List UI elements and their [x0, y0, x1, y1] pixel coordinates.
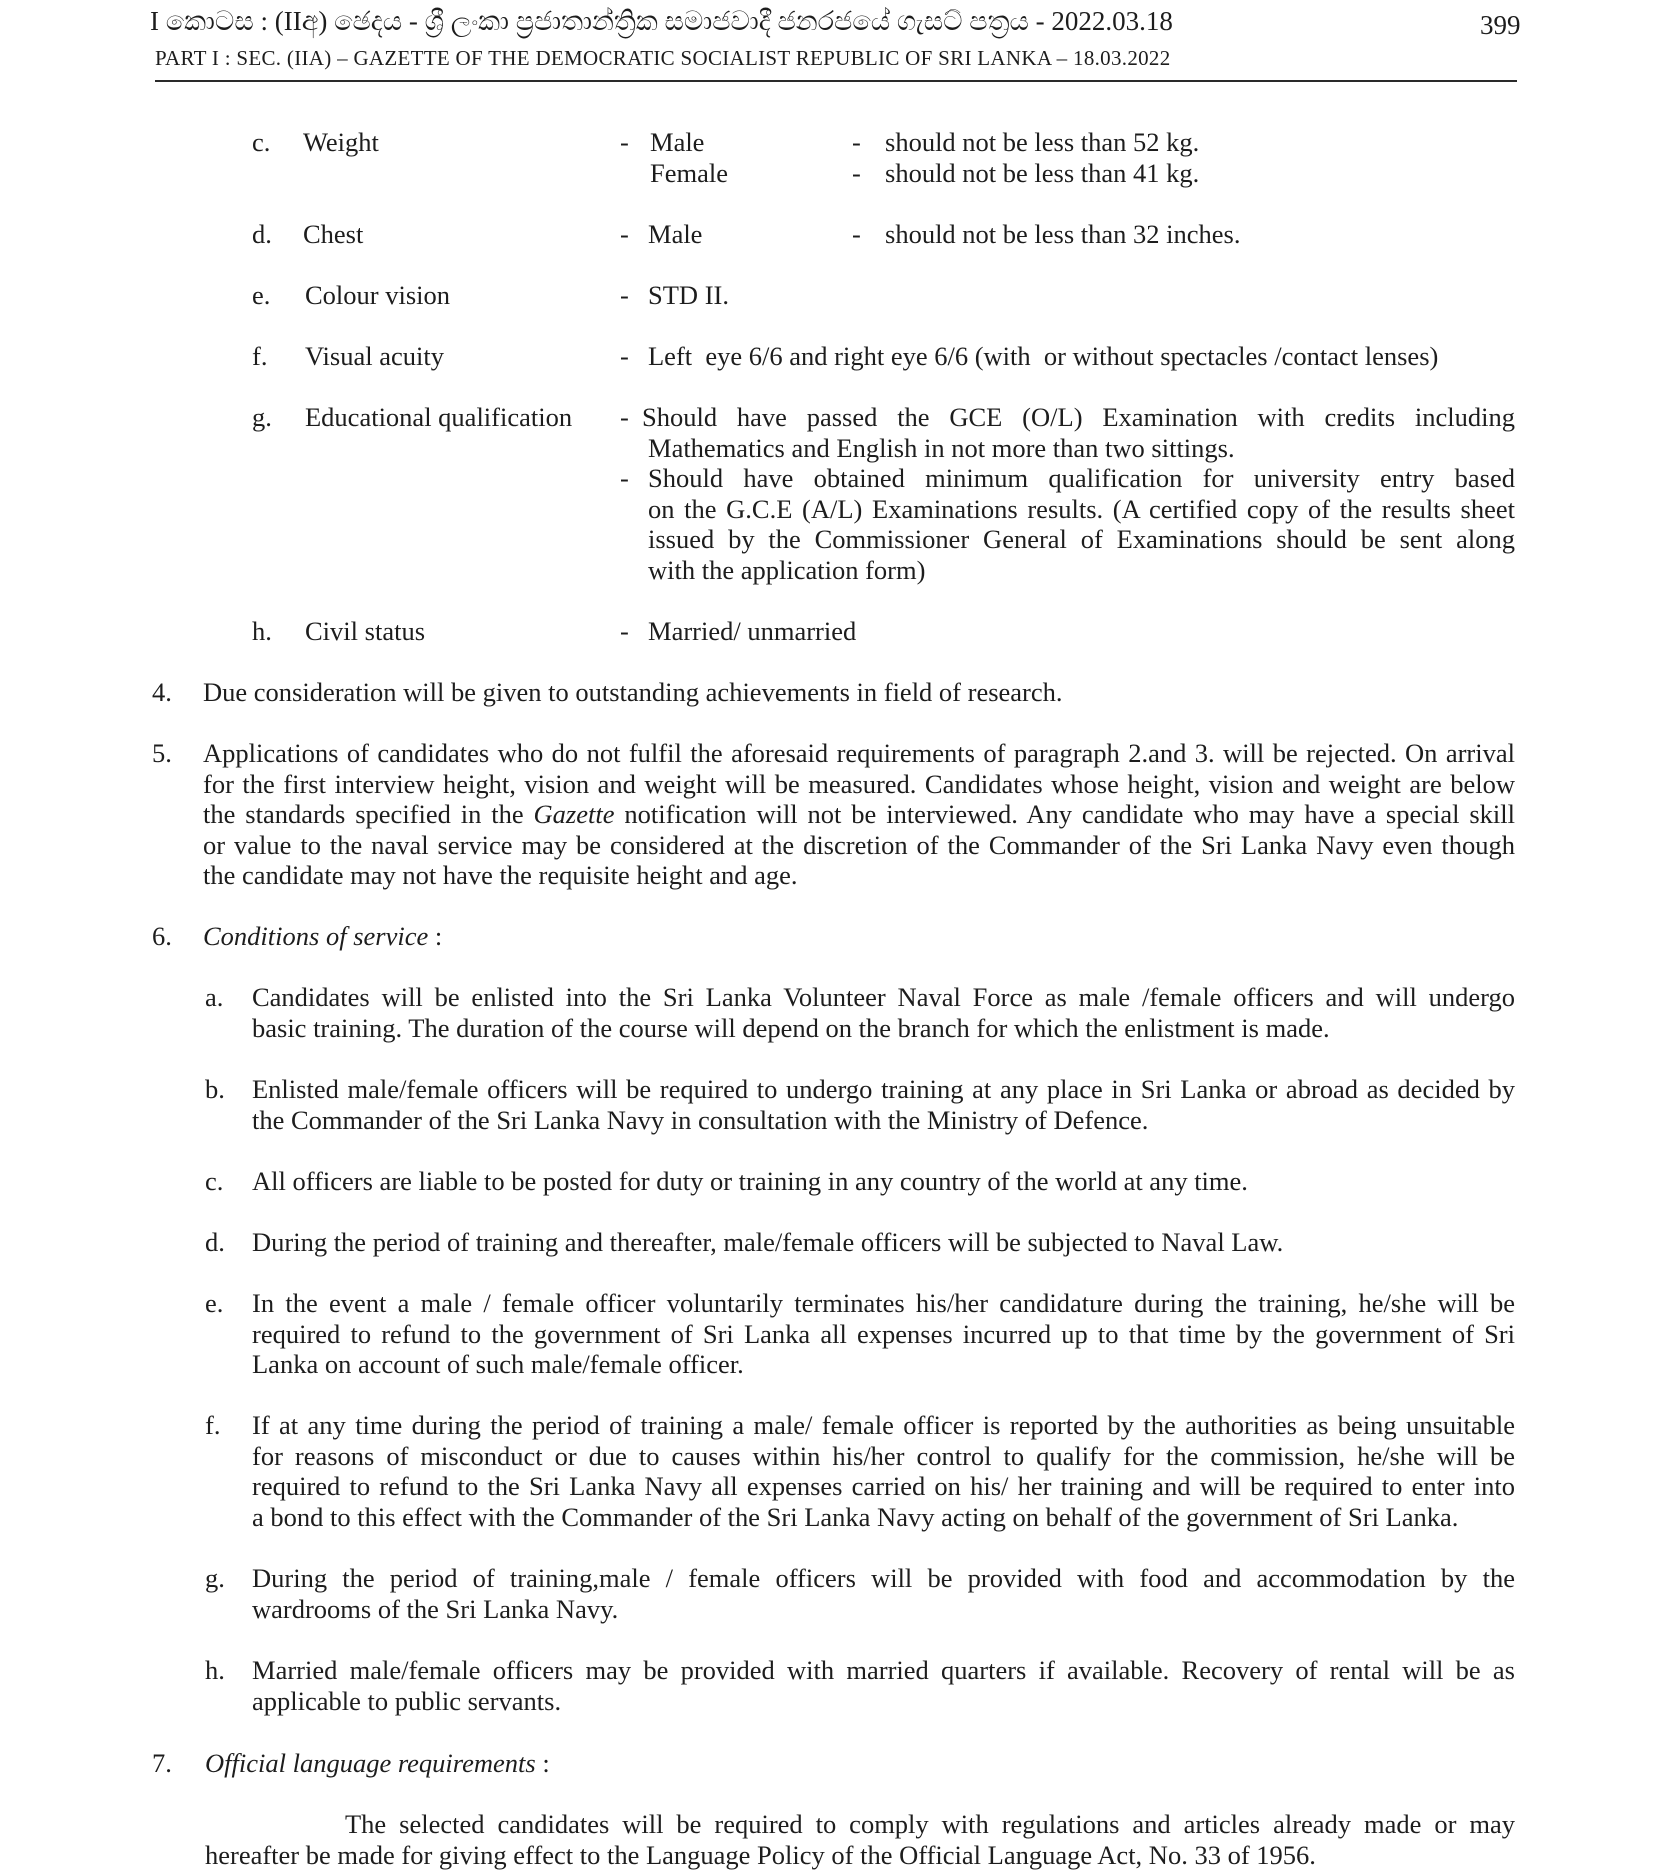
item-label: Visual acuity [305, 341, 444, 371]
item-value: Left eye 6/6 and right eye 6/6 (with or without spectacles /contact lenses) [648, 341, 1439, 371]
item-line: required to refund to the government of Sri Lanka all expenses incurred up to that time by the government of Sri [252, 1319, 1515, 1349]
dash: - [620, 219, 629, 249]
male-label: Male [650, 127, 705, 157]
paragraph-number: 4. [152, 677, 172, 707]
colon: : [535, 1748, 550, 1778]
item-label: Chest [303, 219, 364, 249]
dash: - [852, 127, 861, 157]
item-line: a bond to this effect with the Commander of the Sri Lanka Navy acting on behalf of the government of Sri Lanka. [252, 1502, 1459, 1532]
item-line: Candidates will be enlisted into the Sri Lanka Volunteer Naval Force as male /female officers and will undergo [252, 982, 1515, 1012]
item-line: All officers are liable to be posted for duty or training in any country of the world at any time. [252, 1166, 1248, 1196]
page-number: 399 [1480, 10, 1521, 40]
qualification-line: Should have passed the GCE (O/L) Examination with credits including [642, 402, 1515, 432]
item-line: required to refund to the Sri Lanka Navy all expenses carried on his/ her training and will be required to enter into [252, 1471, 1515, 1501]
item-value: STD II. [648, 280, 729, 310]
paragraph-line: Applications of candidates who do not fulfil the aforesaid requirements of paragraph 2.and 3. will be rejected. On arrival [203, 738, 1515, 768]
item-letter: c. [205, 1166, 224, 1196]
dash: - [620, 402, 629, 432]
item-line: applicable to public servants. [252, 1686, 562, 1716]
qualification-line: on the G.C.E (A/L) Examinations results. (A certified copy of the results sheet [648, 494, 1515, 524]
qualification-line: Mathematics and English in not more than two sittings. [648, 433, 1235, 463]
dash: - [620, 280, 629, 310]
paragraph-line: for the first interview height, vision and weight will be measured. Candidates whose height, vision and weight are below [203, 769, 1515, 799]
item-line: Enlisted male/female officers will be required to undergo training at any place in Sri Lanka or abroad as decided by [252, 1074, 1515, 1104]
colon: : [428, 921, 443, 951]
item-line: If at any time during the period of training a male/ female officer is reported by the authorities as being unsuitable [252, 1410, 1515, 1440]
paragraph-number: 7. [152, 1748, 172, 1778]
dash: - [620, 127, 629, 157]
paragraph-line: or value to the naval service may be considered at the discretion of the Commander of the Sri Lanka Navy even though [203, 830, 1515, 860]
item-letter: f. [252, 341, 268, 371]
dash: - [852, 158, 861, 188]
dash: - [620, 463, 629, 493]
item-line: Lanka on account of such male/female officer. [252, 1349, 744, 1379]
item-label: Civil status [305, 616, 426, 646]
dash: - [852, 219, 861, 249]
item-letter: a. [205, 982, 224, 1012]
item-line: During the period of training and thereafter, male/female officers will be subjected to Naval Law. [252, 1227, 1284, 1257]
male-label: Male [648, 219, 703, 249]
item-letter: h. [205, 1655, 225, 1685]
female-label: Female [650, 158, 728, 188]
section-heading [205, 1748, 550, 1779]
item-line: for reasons of misconduct or due to causes within his/her control to qualify for the commission, he/she will be [252, 1441, 1515, 1471]
item-line: During the period of training,male / female officers will be provided with food and accommodation by the [252, 1563, 1515, 1593]
item-letter: d. [252, 219, 272, 249]
item-line: basic training. The duration of the course will depend on the branch for which the enlistment is made. [252, 1013, 1330, 1043]
item-letter: g. [205, 1563, 225, 1593]
item-letter: e. [252, 280, 271, 310]
item-line: Married male/female officers may be provided with married quarters if available. Recovery of rental will be as [252, 1655, 1515, 1685]
item-label: Educational qualification [305, 402, 573, 432]
line-text: the standards specified in the [203, 799, 524, 829]
item-letter: f. [205, 1410, 221, 1440]
qualification-line: with the application form) [648, 555, 926, 585]
section-title: Official language requirements [205, 1748, 536, 1778]
item-letter: c. [252, 127, 271, 157]
item-letter: e. [205, 1288, 224, 1318]
paragraph-line: hereafter be made for giving effect to the Language Policy of the Official Language Act, No. 33 of 1956. [205, 1840, 1316, 1870]
item-letter: b. [205, 1074, 225, 1104]
header-rule [155, 80, 1517, 82]
qualification-line: issued by the Commissioner General of Examinations should be sent along [648, 524, 1515, 554]
paragraph-line: the candidate may not have the requisite height and age. [203, 860, 798, 890]
paragraph-line [203, 799, 1515, 830]
paragraph-number: 6. [152, 921, 172, 951]
item-line: In the event a male / female officer voluntarily terminates his/her candidature during the training, he/she will be [252, 1288, 1515, 1318]
item-value: Married/ unmarried [648, 616, 857, 646]
female-weight-value: should not be less than 41 kg. [885, 158, 1200, 188]
line-text: notification will not be interviewed. Any candidate who may have a special skill [624, 799, 1515, 829]
item-letter: g. [252, 402, 272, 432]
gazette-italic: Gazette [533, 799, 615, 829]
paragraph-number: 5. [152, 738, 172, 768]
item-label: Weight [303, 127, 379, 157]
qualification-line: Should have obtained minimum qualification for university entry based [648, 463, 1515, 493]
paragraph-text: Due consideration will be given to outstanding achievements in field of research. [203, 677, 1063, 707]
header-title-sinhala: I කොටස : (IIඅ) ඡෙදය - ශ්‍රී ලංකා ප්‍රජාතාන්ත්‍රික සමාජවාදී ජනරජයේ ගැසට් පත්‍රය - 2022.03.18 [150, 6, 1173, 36]
item-line: the Commander of the Sri Lanka Navy in consultation with the Ministry of Defence. [252, 1105, 1149, 1135]
item-letter: d. [205, 1227, 225, 1257]
male-weight-value: should not be less than 52 kg. [885, 127, 1200, 157]
header-title-english: PART I : SEC. (IIA) – GAZETTE OF THE DEMOCRATIC SOCIALIST REPUBLIC OF SRI LANKA – 18.03.2022 [155, 46, 1171, 70]
item-label: Colour vision [305, 280, 451, 310]
chest-value: should not be less than 32 inches. [885, 219, 1241, 249]
section-heading [203, 921, 442, 952]
dash: - [620, 341, 629, 371]
item-line: wardrooms of the Sri Lanka Navy. [252, 1594, 619, 1624]
item-letter: h. [252, 616, 272, 646]
dash: - [620, 616, 629, 646]
section-title: Conditions of service [203, 921, 429, 951]
paragraph-line: The selected candidates will be required to comply with regulations and articles already made or may [345, 1809, 1515, 1839]
